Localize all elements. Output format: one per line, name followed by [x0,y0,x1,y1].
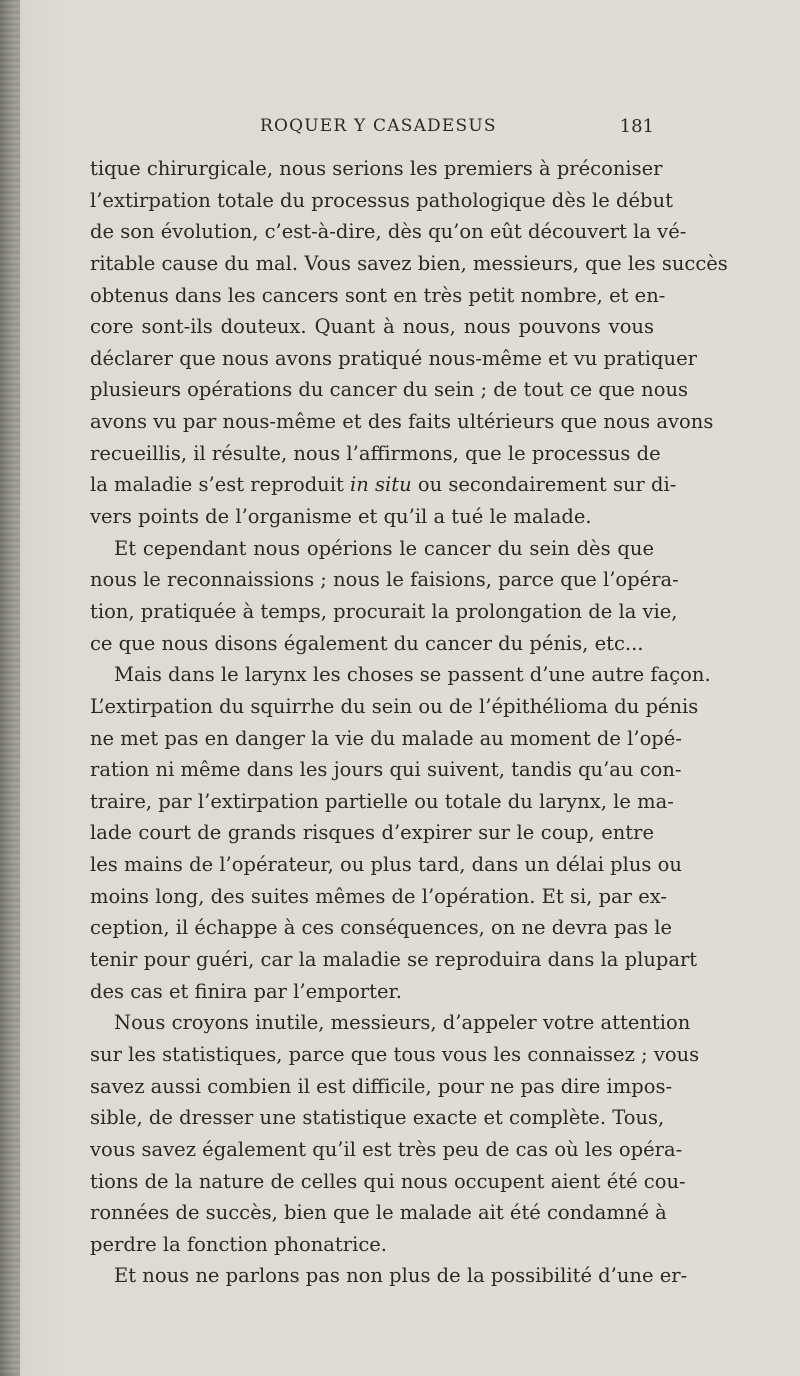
text-segment: la maladie s’est reproduit [90,473,344,497]
paragraph-end-line: ce que nous disons également du cancer du pénis, etc... [90,631,644,655]
page-binding-edge [0,0,20,1376]
text-line: ritable cause du mal. Vous savez bien, messieurs, que les succès [90,251,728,275]
text-line: tique chirurgicale, nous serions les premiers à préconiser [90,157,663,180]
text-line: de son évolution, c’est-à-dire, dès qu’on eût découvert la vé- [90,220,687,244]
text-line: ne met pas en danger la vie du malade au moment de l’opé- [90,726,682,750]
text-line: moins long, des suites mêmes de l’opération. Et si, par ex- [90,884,667,908]
text-line: nous le reconnaissions ; nous le faisions, parce que l’opéra- [90,568,679,592]
text-line: ronnées de succès, bien que le malade ait été condamné à [90,1201,667,1225]
text-line: plusieurs opérations du cancer du sein ; de tout ce que nous [90,378,689,402]
text-line: tion, pratiquée à temps, procurait la prolongation de la vie, [90,599,678,623]
paragraph-start-line: Nous croyons inutile, messieurs, d’appeler votre attention [114,1011,691,1035]
text-line: sible, de dresser une statistique exacte et complète. Tous, [90,1106,665,1130]
text-line: tenir pour guéri, car la maladie se reproduira dans la plupart [90,948,698,972]
text-line: ception, il échappe à ces conséquences, on ne devra pas le [90,916,673,940]
text-line: les mains de l’opérateur, ou plus tard, dans un délai plus ou [90,853,682,877]
text-line: core sont-ils douteux. Quant à nous, nous pouvons vous [90,315,654,339]
text-line: tions de la nature de celles qui nous occupent aient été cou- [90,1169,686,1193]
text-line: ration ni même dans les jours qui suivent, tandis qu’au con- [90,758,682,782]
text-line: déclarer que nous avons pratiqué nous-même et vu pratiquer [90,346,697,370]
paragraph-end-line: des cas et finira par l’emporter. [90,979,402,1003]
text-line: recueillis, il résulte, nous l’affirmons, que le processus de [90,441,661,465]
text-segment: ou secondairement sur di- [417,473,677,497]
paragraph-start-line: Mais dans le larynx les choses se passent d’une autre façon. [114,663,711,687]
text-line: l’extirpation totale du processus pathologique dès le début [90,188,673,212]
paragraph-start-line: Et cependant nous opérions le cancer du sein dès que [114,536,654,560]
running-head [90,116,654,142]
page-number: 181 [619,116,654,137]
text-line: sur les statistiques, parce que tous vous les connaissez ; vous [90,1042,700,1066]
paragraph-start-line: Et nous ne parlons pas non plus de la possibilité d’une er- [114,1264,688,1288]
text-line: obtenus dans les cancers sont en très petit nombre, et en- [90,283,666,307]
text-line: L’extirpation du squirrhe du sein ou de l’épithélioma du pénis [90,694,699,718]
text-line: traire, par l’extirpation partielle ou totale du larynx, le ma- [90,789,674,813]
body-text [90,153,728,1292]
text-line-with-italic [90,469,677,501]
italic-phrase: in situ [350,473,412,497]
text-line: savez aussi combien il est difficile, pour ne pas dire impos- [90,1074,673,1098]
paragraph-end-line: vers points de l’organisme et qu’il a tué le malade. [90,505,592,529]
text-line: lade court de grands risques d’expirer sur le coup, entre [90,821,654,845]
text-line: vous savez également qu’il est très peu de cas où les opéra- [90,1137,683,1161]
running-title: ROQUER Y CASADESUS [260,116,497,136]
paragraph-end-line: perdre la fonction phonatrice. [90,1232,387,1256]
text-line: avons vu par nous-même et des faits ultérieurs que nous avons [90,410,714,434]
